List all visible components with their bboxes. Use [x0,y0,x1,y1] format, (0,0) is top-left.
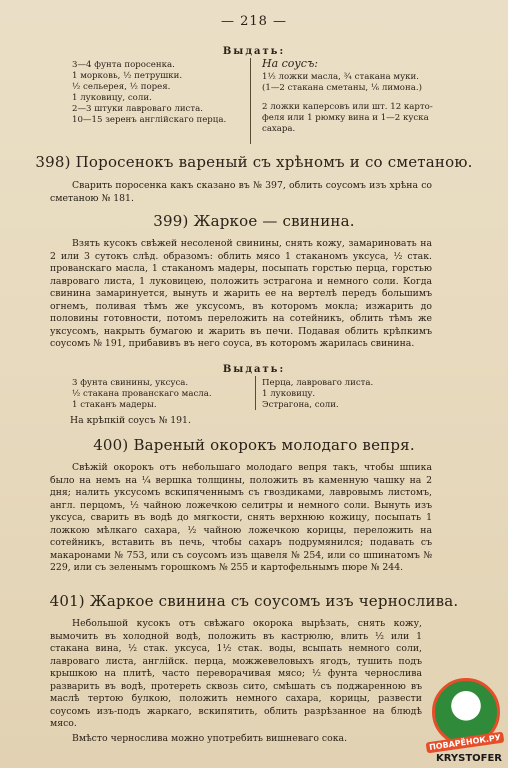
serve-item: 3—4 фунта поросенка. [72,60,175,70]
column-divider [255,376,256,410]
serve-title-top: Выдать: [222,46,286,57]
logo-text: ПОВАРЁНОК.РУ [426,732,505,754]
serve-item: 10—15 зеренъ англiйскаго перца. [72,115,227,125]
sauce-reference: На крѣпкiй соусъ № 191. [70,415,191,426]
paragraph: Свѣжiй окорокъ отъ небольшаго молодаго вепря такъ, чтобы шпика было на немъ на ¼ вершка толщины, положить въ каменную чашку на 2 дня; налить уксусомъ вскипяченнымъ съ гвоздиками, лавровымъ листомъ, англ. перцомъ, ½ чайною ложечкою селитры и немного соли. Вынуть изъ уксуса, сварить въ водѣ до мягкости, снять верхнюю кожицу, посыпать 1 ложкою мѣлкаго сахара, ½ чайною ложечкою корицы, переложить на сотейникъ, вставить въ печь, чтобы сахаръ подрумянился; подавать съ макаронами № 753, или съ соусомъ изъ щавеля № 254, или со шпинатомъ № 229, или съ зеленымъ горошкомъ № 255 и картофельнымъ пюре № 244. [50,462,432,573]
serve-item: (1—2 стакана сметаны, ⅙ лимона.) [262,83,422,93]
paragraph: Сварить поросенка какъ сказано въ № 397, облить соусомъ изъ хрѣна со сметаною № 181. [50,180,432,204]
recipe-398-text [50,180,432,205]
serve-item: 2 ложки каперсовъ или шт. 12 карто- [262,102,433,112]
recipe-401-text [50,618,422,731]
serve-item: 1 стаканъ мадеры. [72,400,157,410]
sauce-title: На соусъ: [262,57,319,70]
serve-item: 1 морковь, ½ петрушки. [72,71,183,81]
page-number: — 218 — [220,14,288,29]
serve-399-right-list [262,378,373,411]
paragraph: Взять кусокъ свѣжей несоленой свинины, снять кожу, замариновать на 2 или 3 сутокъ слѣд. образомъ: облить мясо 1 стаканомъ уксуса, ½ стак. прованскаго масла, 1 стаканомъ мадеры, посыпать горстью перца, горстью лавроваго листа, 1 луковицею, положить эстрагона и немного соли. Когда свинина замаринуется, вынуть и жарить ее на вертелѣ передъ большимъ огнемъ, поливая тѣмъ же уксусомъ, въ которомъ мокла; изжарить до половины готовности, потомъ переложить на сотейникъ, облить тѣмъ же уксусомъ, накрыть бумагою и жарить въ печи. Подавая облить крѣпкимъ соусомъ № 191, прибавивъ въ него соуса, въ которомъ жарилась свинина. [50,238,432,349]
serve-item: Перца, лавроваго листа. [262,378,374,388]
recipe-398-title: 398) Поросенокъ вареный съ хрѣномъ и со сметаною. [35,153,473,171]
recipe-400-text [50,462,432,575]
recipe-401-note: Вмѣсто чернослива можно употребить вишневаго сока. [72,733,348,744]
serve-item: 1½ ложки масла, ¾ стакана муки. [262,72,419,82]
recipe-401-title: 401) Жаркое свинина съ соусомъ изъ чернослива. [49,592,459,610]
serve-item: Эстрагона, соли. [262,400,339,410]
recipe-399-title: 399) Жаркое — свинина. [153,212,355,230]
paragraph: Небольшой кусокъ отъ свѣжаго окорока вырѣзать, снять кожу, вымочить въ холодной водѣ, положить въ кастрюлю, влить ½ или 1 стакана вина, ½ стак. уксуса, 1½ стак. воды, всыпать немного соли, лавроваго листа, англiйск. перца, можжевеловыхъ ягодъ, тушить подъ крышкою на плитѣ, часто переворачивая мясо; ½ фунта чернослива разварить въ водѣ, протереть сквозь сито, смѣшать съ поджаренною въ маслѣ тертою булкою, положить немного сахара, корицы, развести соусомъ изъ-подъ жаркаго, вскипятить, облить разрѣзанное на блюдѣ мясо. [50,618,422,729]
serve-item [262,94,433,102]
column-divider [250,58,251,144]
serve-399-left-list [72,378,212,411]
serve-top-left-list [72,60,226,126]
serve-item: 1 луковицу, соли. [72,93,152,103]
recipe-400-title: 400) Вареный окорокъ молодаго вепря. [93,436,415,454]
serve-item: 1 луковицу. [262,389,316,399]
serve-item: сахара. [262,124,296,134]
credit-text: KRYSTOFER [435,753,502,764]
serve-item: 2—3 штуки лавроваго листа. [72,104,203,114]
serve-item: феля или 1 рюмку вина и 1—2 куска [262,113,429,123]
recipe-399-text [50,238,432,351]
serve-top-right-list [262,58,433,135]
serve-item: 3 фунта свинины, уксуса. [72,378,189,388]
serve-item: ½ стакана прованскаго масла. [72,389,212,399]
serve-title-399: Выдать: [222,364,286,375]
serve-item: ½ сельерея, ½ порея. [72,82,171,92]
